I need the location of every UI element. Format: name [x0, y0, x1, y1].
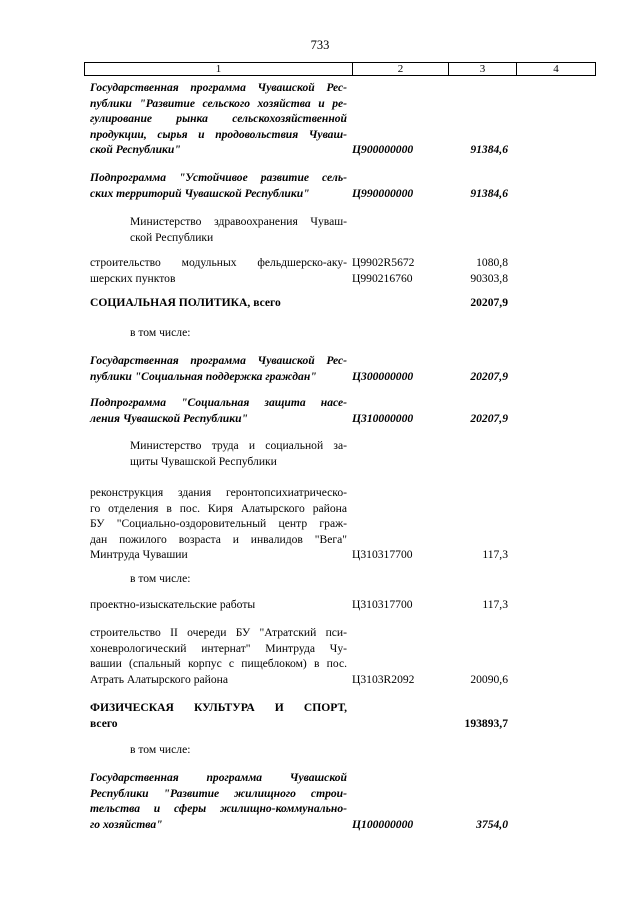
- row-line: всего: [90, 716, 118, 730]
- row-line: вашии (спальный корпус с пищеблоком) в пос.: [90, 657, 347, 671]
- row-line: Министерство труда и социальной за-: [130, 439, 347, 452]
- row-line: в том числе:: [130, 326, 191, 339]
- row-line: Государственная программа Чувашской Рес-: [90, 81, 347, 94]
- row-line: ФИЗИЧЕСКАЯ КУЛЬТУРА И СПОРТ,: [90, 701, 347, 714]
- row-line: публики "Развитие сельского хозяйства и ре-: [90, 96, 347, 110]
- row-sum: 20207,9: [470, 370, 508, 383]
- row-line: ления Чувашской Республики": [90, 411, 248, 425]
- row-line: Подпрограмма "Социальная защита насе-: [90, 396, 347, 409]
- row-sum: 1080,8: [476, 256, 508, 269]
- row-name: [130, 214, 347, 245]
- column-header-4: 4: [553, 63, 559, 75]
- row-sum: 90303,8: [470, 272, 508, 285]
- row-line: в том числе:: [130, 743, 191, 756]
- row-code: Ц900000000: [352, 143, 414, 156]
- row-line: Государственная программа Чувашской Рес-: [90, 354, 347, 367]
- row-line: строительство модульных фельдшерско-аку-: [90, 256, 347, 269]
- row-name: [130, 325, 347, 341]
- row-sum: 117,3: [482, 548, 508, 561]
- row-line: щиты Чувашской Республики: [130, 454, 277, 468]
- row-name: [90, 395, 347, 426]
- column-header-3: 3: [449, 63, 517, 75]
- row-line: продукции, сырья и продовольствия Чуваш-: [90, 127, 347, 141]
- row-name: [90, 295, 347, 311]
- row-line: Минтруда Чувашии: [90, 548, 188, 562]
- row-line: шерских пунктов: [90, 271, 176, 285]
- row-line: БУ "Социально-оздоровительный центр граж-: [90, 517, 347, 531]
- row-line: Республики "Развитие жилищного строи-: [90, 786, 347, 800]
- row-line: го отделения в пос. Киря Алатырского района: [90, 501, 347, 515]
- row-name: [90, 700, 347, 731]
- row-code: Ц990000000: [352, 187, 414, 200]
- row-line: ских территорий Чувашской Республики": [90, 186, 310, 200]
- row-name: [90, 625, 347, 687]
- row-line: Подпрограмма "Устойчивое развитие сель-: [90, 171, 347, 184]
- row-code: Ц310000000: [352, 412, 414, 425]
- row-line: тельства и сферы жилищно-коммунально-: [90, 802, 347, 816]
- row-code: Ц310317700: [352, 548, 413, 561]
- row-sum: 20207,9: [470, 412, 508, 425]
- row-line: СОЦИАЛЬНАЯ ПОЛИТИКА, всего: [90, 296, 281, 309]
- row-code: Ц990216760: [352, 272, 413, 285]
- column-header-2: 2: [353, 63, 449, 75]
- row-code: Ц100000000: [352, 818, 414, 831]
- row-sum: 3754,0: [476, 818, 508, 831]
- row-line: Государственная программа Чувашской: [90, 771, 347, 784]
- row-code: Ц3103R2092: [352, 673, 415, 686]
- row-name: [90, 597, 347, 613]
- row-line: Министерство здравоохранения Чуваш-: [130, 215, 347, 228]
- row-name: [90, 485, 347, 563]
- row-name: [130, 742, 347, 758]
- row-line: проектно-изыскательские работы: [90, 598, 256, 611]
- row-sum: 91384,6: [470, 143, 508, 156]
- row-line: реконструкция здания геронтопсихиатрическо-: [90, 486, 347, 499]
- row-name: [130, 571, 347, 587]
- row-line: публики "Социальная поддержка граждан": [90, 369, 317, 383]
- row-code: Ц310317700: [352, 598, 413, 611]
- row-sum: 20090,6: [470, 673, 508, 686]
- row-line: дан пожилого возраста и инвалидов "Вега": [90, 532, 347, 546]
- row-name: [90, 80, 347, 158]
- row-line: ской Республики: [130, 230, 214, 244]
- row-sum: 193893,7: [464, 717, 508, 730]
- row-line: гулирование рынка сельскохозяйственной: [90, 112, 347, 126]
- column-header-1: 1: [85, 63, 353, 75]
- row-name: [90, 353, 347, 384]
- table-header: [84, 62, 596, 76]
- row-line: хоневрологический интернат" Минтруда Чу-: [90, 641, 347, 655]
- row-line: го хозяйства": [90, 817, 163, 831]
- row-line: в том числе:: [130, 572, 191, 585]
- row-name: [90, 770, 347, 832]
- page-number: 733: [310, 38, 330, 52]
- row-name: [130, 438, 347, 469]
- row-line: Атрать Алатырского района: [90, 672, 228, 686]
- row-line: ской Республики": [90, 143, 181, 157]
- row-code: Ц9902R5672: [352, 256, 415, 269]
- row-sum: 91384,6: [470, 187, 508, 200]
- row-name: [90, 255, 347, 286]
- row-line: строительство II очереди БУ "Атратский пси-: [90, 626, 347, 639]
- row-sum: 20207,9: [470, 296, 508, 309]
- row-code: Ц300000000: [352, 370, 414, 383]
- row-name: [90, 170, 347, 201]
- row-sum: 117,3: [482, 598, 508, 611]
